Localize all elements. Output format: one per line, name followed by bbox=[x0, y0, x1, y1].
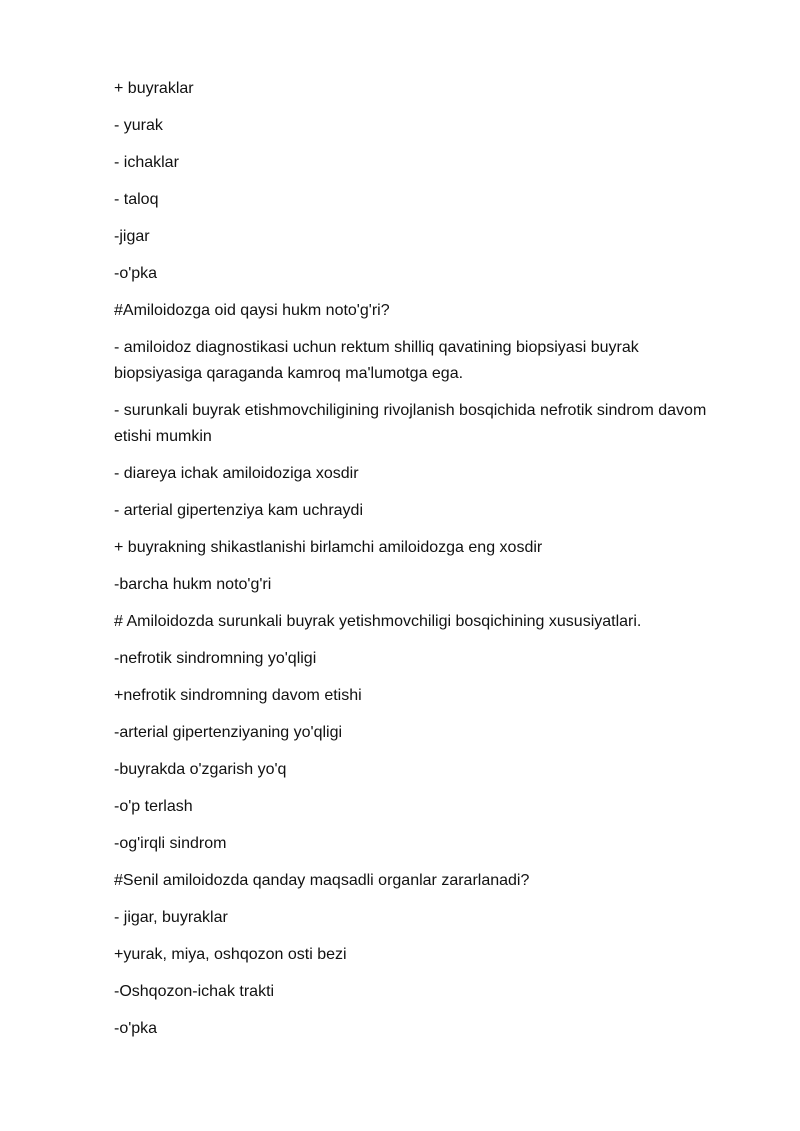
question-heading: # Amiloidozda surunkali buyrak yetishmovchiligi bosqichining xususiyatlari. bbox=[114, 613, 642, 630]
answer-option: - diareya ichak amiloidoziga xosdir bbox=[114, 465, 359, 482]
answer-option: - arterial gipertenziya kam uchraydi bbox=[114, 502, 363, 519]
question-heading: #Amiloidozga oid qaysi hukm noto'g'ri? bbox=[114, 302, 390, 319]
answer-option: +nefrotik sindromning davom etishi bbox=[114, 687, 362, 704]
answer-option: - yurak bbox=[114, 117, 163, 134]
question-heading: #Senil amiloidozda qanday maqsadli organlar zararlanadi? bbox=[114, 872, 530, 889]
answer-option: + buyraklar bbox=[114, 80, 194, 97]
document-body bbox=[114, 76, 714, 1053]
answer-option: -arterial gipertenziyaning yo'qligi bbox=[114, 724, 343, 741]
answer-option: -nefrotik sindromning yo'qligi bbox=[114, 650, 317, 667]
answer-option: -o'pka bbox=[114, 265, 158, 282]
answer-option: + buyrakning shikastlanishi birlamchi amiloidozga eng xosdir bbox=[114, 539, 543, 556]
answer-option: - ichaklar bbox=[114, 154, 179, 171]
answer-option: - amiloidoz diagnostikasi uchun rektum shilliq qavatining biopsiyasi buyrak biopsiyasiga qaraganda kamroq ma'lumotga ega. bbox=[114, 339, 639, 382]
answer-option: -Oshqozon-ichak trakti bbox=[114, 983, 275, 1000]
answer-option: -jigar bbox=[114, 228, 150, 245]
answer-option: - jigar, buyraklar bbox=[114, 909, 228, 926]
answer-option: -barcha hukm noto'g'ri bbox=[114, 576, 272, 593]
answer-option: -o'pka bbox=[114, 1020, 158, 1037]
answer-option: - taloq bbox=[114, 191, 159, 208]
answer-option: -buyrakda o'zgarish yo'q bbox=[114, 761, 287, 778]
answer-option: +yurak, miya, oshqozon osti bezi bbox=[114, 946, 347, 963]
answer-option: -o'p terlash bbox=[114, 798, 193, 815]
answer-option: - surunkali buyrak etishmovchiligining rivojlanish bosqichida nefrotik sindrom davom etishi mumkin bbox=[114, 402, 707, 445]
answer-option: -og'irqli sindrom bbox=[114, 835, 227, 852]
